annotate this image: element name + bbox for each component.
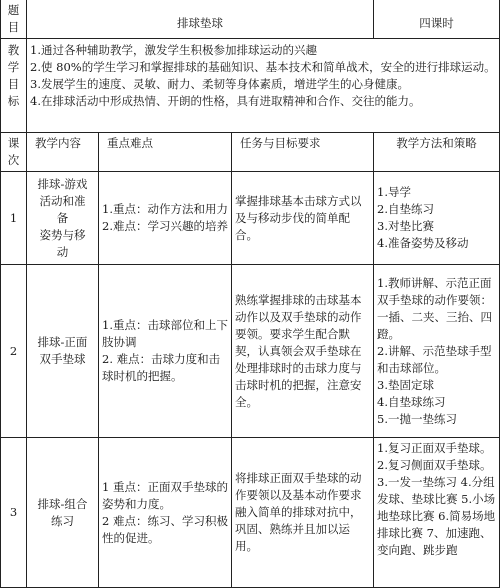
goals-content [27, 39, 500, 133]
col-tasks-header: 任务与目标要求 [232, 133, 374, 172]
goal-item: 2.使 80%的学生学习和掌握排球的基础知识、基本技术和简单战术，安全的进行排球运动。 [30, 60, 496, 74]
col-lesson-header: 课 次 [1, 133, 27, 172]
lesson-content: 排球-正面 双手垫球 [27, 265, 99, 438]
lesson-methods: 1.教师讲解、示范正面双手垫球的动作要领：一插、二夹、三抬、四蹬。 2.讲解、示范垫球手型和击球部位。 3.垫固定球 4.自垫球练习 5.一抛一垫练习 [374, 265, 500, 438]
lesson-number: 2 [1, 265, 27, 438]
goal-item: 4.在排球活动中形成热情、开朗的性格，具有进取精神和合作、交往的能力。 [30, 94, 421, 108]
topic-row [1, 0, 500, 39]
lesson-key-points: 1.重点：动作方法和用力 2.难点：学习兴趣的培养 [99, 172, 232, 265]
lesson-methods: 1.复习正面双手垫球。2.复习侧面双手垫球。3.一发一垫练习 4.分组发球、垫球比赛 5.小场地垫球比赛 6.简易场地排球比赛 7、加速跑、变向跑、跳步跑 [374, 438, 500, 588]
column-header-row [1, 133, 500, 172]
goal-item: 1.通过各种辅助教学，激发学生积极参加排球运动的兴趣 [30, 43, 317, 57]
col-methods-header: 教学方法和策略 [374, 133, 500, 172]
lesson-tasks: 熟练掌握排球的击球基本动作以及双手垫球的动作要领。要求学生配合默契，认真领会双手垫球在处理排球时的击球力度与击球时机的把握，注意安全。 [232, 265, 374, 438]
lesson-content: 排球-游戏 活动和准 备 姿势与移 动 [27, 172, 99, 265]
goals-label: 教 学 目 标 [1, 39, 27, 133]
topic-title: 排球垫球 [27, 0, 374, 39]
lesson-row [1, 172, 500, 265]
lesson-methods: 1.导学 2.自垫练习 3.对垫比赛 4.准备姿势及移动 [374, 172, 500, 265]
lesson-tasks: 将排球正面双手垫球的动作要领以及基本动作要求融入简单的排球对抗中，巩固、熟练并且加以运用。 [232, 438, 374, 588]
goals-row [1, 39, 500, 133]
col-content-header: 教学内容 [27, 133, 99, 172]
lesson-number: 3 [1, 438, 27, 588]
col-keypoints-header: 重点难点 [99, 133, 232, 172]
lesson-number: 1 [1, 172, 27, 265]
lesson-row [1, 265, 500, 438]
goal-item: 3.发展学生的速度、灵敏、耐力、柔韧等身体素质，增进学生的心身健康。 [30, 77, 409, 91]
hours-label: 四课时 [374, 0, 500, 39]
lesson-key-points: 1 重点：正面双手垫球的姿势和力度。 2 难点：练习、学习积极性的促进。 [99, 438, 232, 588]
topic-label: 题 目 [1, 0, 27, 39]
lesson-tasks: 掌握排球基本击球方式以及与移动步伐的简单配合。 [232, 172, 374, 265]
lesson-content: 排球-组合 练习 [27, 438, 99, 588]
lesson-key-points: 1.重点：击球部位和上下肢协调 2. 难点：击球力度和击球时机的把握。 [99, 265, 232, 438]
lesson-row [1, 438, 500, 588]
